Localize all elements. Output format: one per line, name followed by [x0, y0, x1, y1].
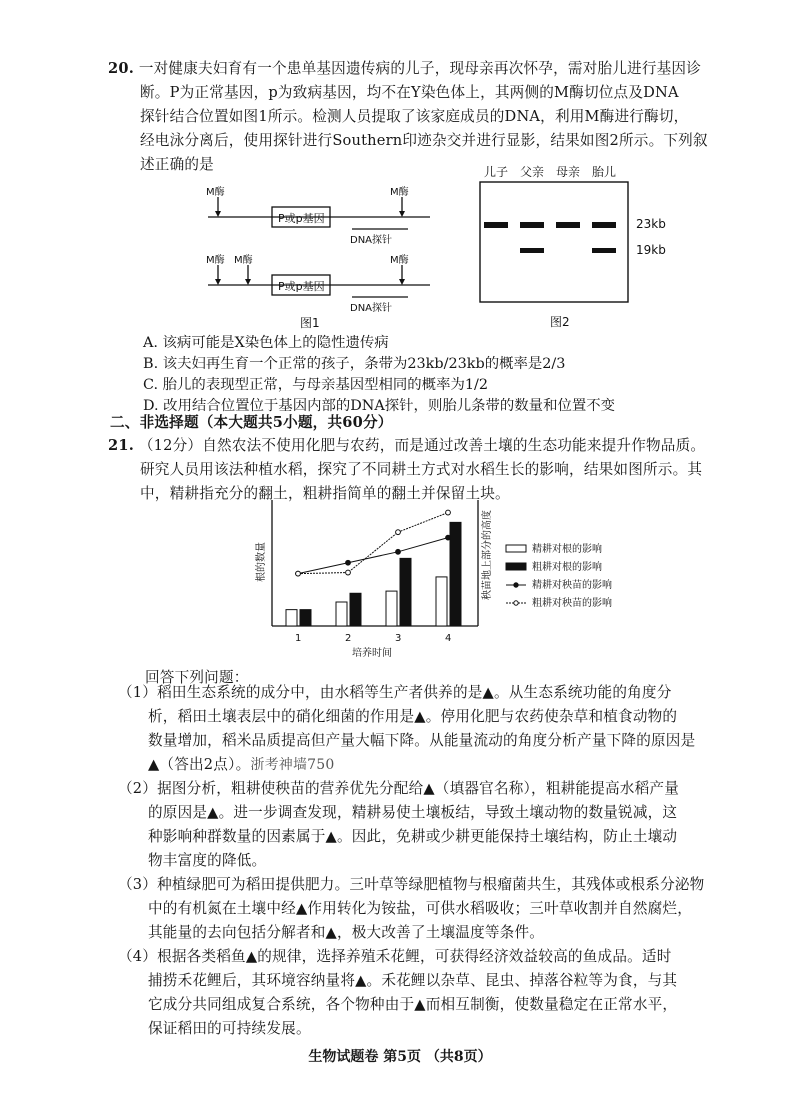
chart-y2label: 秧苗地上部分的高度 — [482, 510, 493, 600]
fig2-lane-label-3: 母亲 — [556, 165, 581, 179]
legend-marker-3 — [514, 583, 518, 587]
sub-1-line-3: 数量增加，稻米品质提高但产量大幅下降。从能量流动的角度分析产量下降的原因是 — [148, 732, 696, 749]
fig2-band-23kb-lane-3 — [556, 222, 580, 228]
sub-2-line-3: 种影响种群数量的因素属于▲。因此，免耕或少耕更能保持土壤结构，防止土壤动 — [148, 828, 678, 845]
fig2-band-23kb-lane-1 — [484, 222, 508, 228]
fig1-arrowhead-4 — [245, 279, 251, 285]
q21-number: 21. — [108, 437, 134, 454]
chart-bar-1-3 — [386, 591, 397, 626]
chart-bar-2-1 — [300, 610, 311, 626]
chart-point-2-3 — [396, 530, 401, 535]
q21-line-3: 中，精耕指充分的翻土，粗耕指简单的翻土并保留土块。 — [140, 485, 510, 502]
fig2-label-23kb: 23kb — [636, 217, 666, 231]
q20-stem — [108, 57, 768, 177]
section-2-heading: 二、非选择题（本大题共5小题，共60分） — [110, 414, 393, 431]
q20-number: 20. — [108, 60, 134, 77]
chart-tick-1: 1 — [295, 633, 302, 644]
chart-tick-4: 4 — [445, 633, 452, 644]
chart-ylabel: 根的数量 — [256, 542, 267, 582]
q20-line-3: 探针结合位置如图1所示。检测人员提取了该家庭成员的DNA，利用M酶进行酶切， — [140, 108, 689, 125]
q20-option-a: A. 该病可能是X染色体上的隐性遗传病 — [143, 335, 389, 351]
legend-label-1: 精耕对根的影响 — [532, 544, 602, 555]
fig1-enzyme-label-3: M酶 — [206, 255, 225, 266]
chart-bar-1-1 — [286, 610, 297, 626]
sub-4-line-4: 保证稻田的可持续发展。 — [148, 1020, 311, 1037]
fig2-band-23kb-lane-2 — [520, 222, 544, 228]
sub-2-line-2: 的原因是▲。进一步调查发现，精耕易使土壤板结，导致土壤动物的数量锐减，这 — [148, 804, 678, 821]
q20-line-5: 述正确的是 — [140, 156, 214, 173]
chart-xlabel: 培养时间 — [352, 648, 392, 659]
q21-line-1: （12分）自然农法不使用化肥与农药，而是通过改善土壤的生态功能来提升作物品质。 — [138, 437, 706, 454]
fig1-gene-label-top: P或p基因 — [278, 212, 325, 225]
chart-bar-2-2 — [350, 593, 361, 626]
fig2-lane-label-4: 胎儿 — [592, 165, 617, 179]
q20-line-2: 断。P为正常基因，p为致病基因，均不在Y染色体上，其两侧的M酶切位点及DNA — [140, 84, 679, 101]
watermark: 浙考神墙750 — [250, 757, 335, 773]
fig2-gel-frame — [480, 182, 628, 302]
fig1-probe-label-bottom: DNA探针 — [350, 303, 393, 314]
fig1-enzyme-label-2: M酶 — [390, 187, 409, 198]
q21-sub-3 — [118, 873, 778, 945]
q21-sub-1 — [118, 681, 778, 777]
sub-1-line-4: ▲（答出2点）。 — [148, 756, 251, 773]
fig1-enzyme-label-1: M酶 — [206, 187, 225, 198]
fig1-arrowhead-2 — [399, 211, 405, 217]
chart-bar-1-2 — [336, 602, 347, 626]
q21-prompt: 回答下列问题： — [145, 669, 249, 686]
q21-sub-2 — [118, 777, 778, 873]
fig2-label-19kb: 19kb — [636, 243, 666, 257]
chart-bar-2-4 — [450, 522, 461, 626]
fig1-arrowhead-3 — [215, 279, 221, 285]
sub-4-num: （4） — [118, 948, 158, 965]
legend-swatch-2 — [506, 563, 526, 570]
sub-1-line-1: 稻田生态系统的成分中，由水稻等生产者供养的是▲。从生态系统功能的角度分 — [157, 684, 672, 701]
legend-swatch-1 — [506, 545, 526, 552]
sub-1-line-2: 析，稻田土壤表层中的硝化细菌的作用是▲。停用化肥与农药使杂草和植食动物的 — [148, 708, 678, 725]
q21-sub-4-block — [118, 945, 778, 1041]
page-footer: 生物试题卷 第5页 （共8页） — [308, 1049, 492, 1065]
chart-bar-2-3 — [400, 558, 411, 626]
chart-bar-1-4 — [436, 577, 447, 626]
chart-tick-2: 2 — [345, 633, 352, 644]
sub-1-num: （1） — [118, 684, 158, 701]
legend-label-4: 粗耕对秧苗的影响 — [532, 598, 612, 609]
fig2-lane-label-2: 父亲 — [520, 165, 545, 179]
fig1-enzyme-label-5: M酶 — [390, 255, 409, 266]
legend-label-2: 粗耕对根的影响 — [532, 562, 602, 573]
chart-point-1-3 — [396, 549, 401, 554]
fig1-arrowhead-5 — [399, 279, 405, 285]
q20-line-1: 一对健康夫妇育有一个患单基因遗传病的儿子，现母亲再次怀孕，需对胎儿进行基因诊 — [138, 60, 702, 77]
q21-chart — [248, 492, 628, 662]
chart-tick-3: 3 — [395, 633, 402, 644]
sub-3-num: （3） — [118, 876, 158, 893]
chart-point-2-4 — [446, 510, 451, 515]
sub-3-line-2: 中的有机氮在土壤中经▲作用转化为铵盐，可供水稻吸收；三叶草收割并自然腐烂， — [148, 900, 693, 917]
q20-option-b: B. 该夫妇再生育一个正常的孩子，条带为23kb/23kb的概率是2/3 — [143, 356, 566, 372]
chart-point-2-2 — [346, 570, 351, 575]
sub-4-line-2: 捕捞禾花鲤后，其环境容纳量将▲。禾花鲤以杂草、昆虫、掉落谷粒等为食，与其 — [148, 972, 678, 989]
chart-line-2 — [298, 513, 448, 574]
figure-1 — [190, 185, 450, 330]
fig1-arrowhead-1 — [215, 211, 221, 217]
chart-point-1-2 — [346, 560, 351, 565]
q20-option-d: D. 改用结合位置位于基因内部的DNA探针，则胎儿条带的数量和位置不变 — [143, 398, 616, 414]
chart-point-2-1 — [296, 571, 301, 576]
sub-3-line-3: 其能量的去向包括分解者和▲，极大改善了土壤温度等条件。 — [148, 924, 545, 941]
fig1-gene-label-bottom: P或p基因 — [278, 280, 325, 293]
q21-line-2: 研究人员用该法种植水稻，探究了不同耕土方式对水稻生长的影响，结果如图所示。其 — [140, 461, 703, 478]
sub-4-line-1: 根据各类稻鱼▲的规律，选择养殖禾花鲤，可获得经济效益较高的鱼成品。适时 — [157, 948, 672, 965]
fig1-enzyme-label-4: M酶 — [234, 255, 253, 266]
fig1-probe-label-top: DNA探针 — [350, 235, 393, 246]
fig1-caption: 图1 — [300, 316, 320, 330]
legend-label-3: 精耕对秧苗的影响 — [532, 580, 612, 591]
chart-point-1-4 — [446, 535, 451, 540]
sub-4-line-3: 它成分共同组成复合系统，各个物种由于▲而相互制衡，使数量稳定在正常水平， — [148, 996, 678, 1013]
sub-2-line-4: 物丰富度的降低。 — [148, 852, 267, 869]
q20-option-c: C. 胎儿的表现型正常，与母亲基因型相同的概率为1/2 — [143, 377, 489, 393]
fig2-band-19kb-lane-4 — [592, 248, 616, 253]
chart-line-1 — [298, 538, 448, 574]
fig2-caption: 图2 — [550, 315, 570, 329]
fig2-band-23kb-lane-4 — [592, 222, 616, 228]
sub-2-num: （2） — [118, 780, 158, 797]
fig2-band-19kb-lane-2 — [520, 248, 544, 253]
legend-marker-4 — [514, 601, 518, 605]
q20-line-4: 经电泳分离后，使用探针进行Southern印迹杂交并进行显影，结果如图2所示。下列叙 — [140, 132, 708, 149]
fig2-lane-label-1: 儿子 — [484, 165, 509, 179]
sub-2-line-1: 据图分析，粗耕使秧苗的营养优先分配给▲（填器官名称），粗耕能提高水稻产量 — [157, 780, 679, 797]
sub-3-line-1: 种植绿肥可为稻田提供肥力。三叶草等绿肥植物与根瘤菌共生，其残体或根系分泌物 — [157, 876, 705, 893]
figure-2 — [470, 160, 710, 330]
